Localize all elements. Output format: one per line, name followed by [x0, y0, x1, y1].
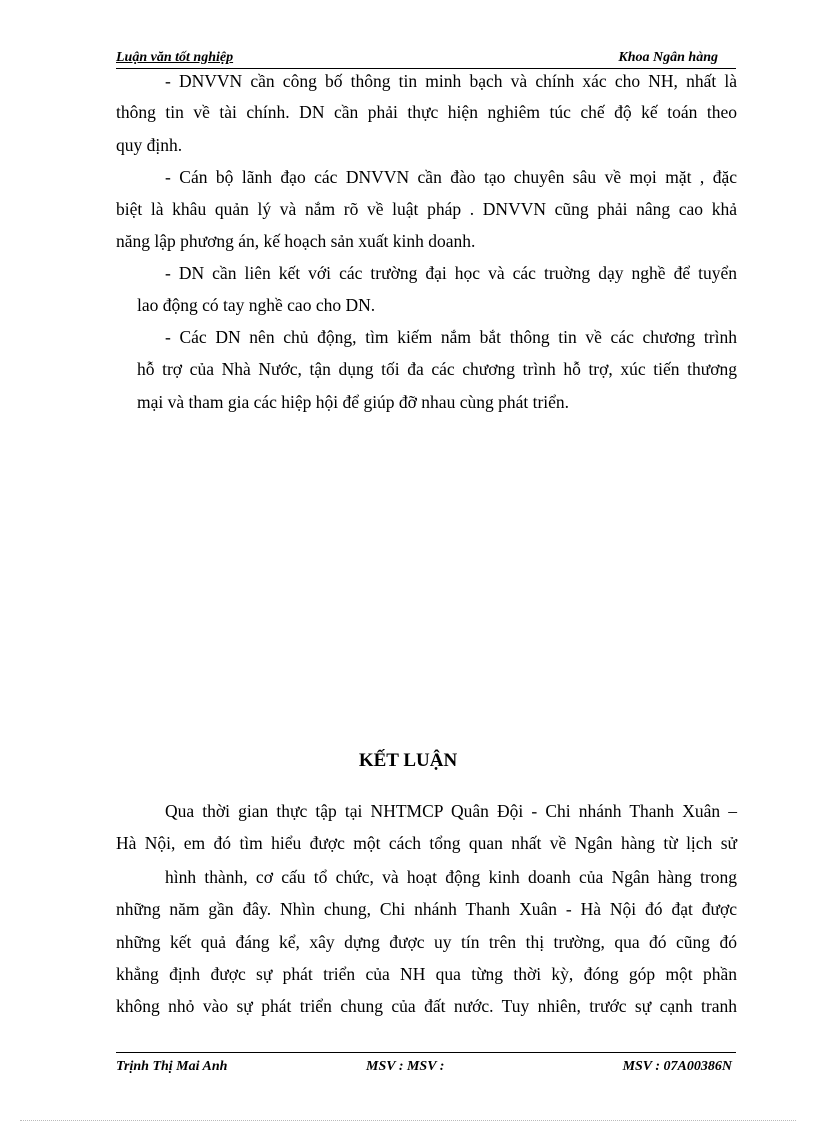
conclusion-line: khẳng định được sự phát triển của NH qua từng thời kỳ, đóng góp một phần: [116, 964, 737, 984]
page-footer: [116, 1052, 736, 1073]
footer-msv-middle: MSV : MSV :: [366, 1059, 445, 1074]
body-line: - Các DN nên chủ động, tìm kiếm nắm bắt thông tin về các chương trình: [165, 327, 737, 347]
header-faculty-label: Khoa Ngân hàng: [618, 50, 718, 65]
body-line: - DN cần liên kết với các trường đại học và các truờng dạy nghề để tuyển: [165, 263, 737, 283]
conclusion-line: những kết quả đáng kể, xây dựng được uy tín trên thị trường, qua đó cũng đó: [116, 932, 737, 952]
conclusion-line: Qua thời gian thực tập tại NHTMCP Quân Đội - Chi nhánh Thanh Xuân –: [165, 801, 737, 821]
body-line: - DNVVN cần công bố thông tin minh bạch và chính xác cho NH, nhất là: [165, 71, 737, 91]
body-line: năng lập phương án, kế hoạch sản xuất kinh doanh.: [116, 231, 476, 251]
body-line: lao động có tay nghề cao cho DN.: [137, 295, 376, 315]
conclusion-title: KẾT LUẬN: [358, 750, 458, 771]
body-line: mại và tham gia các hiệp hội để giúp đỡ nhau cùng phát triển.: [137, 392, 570, 412]
page-bottom-divider: [20, 1120, 796, 1121]
body-line: biệt là khâu quản lý và nắm rõ về luật pháp . DNVVN cũng phải nâng cao khả: [116, 199, 737, 219]
conclusion-line: không nhỏ vào sự phát triển chung của đất nước. Tuy nhiên, trước sự cạnh tranh: [116, 996, 737, 1016]
conclusion-line: hình thành, cơ cấu tổ chức, và hoạt động kinh doanh của Ngân hàng trong: [165, 867, 737, 887]
page-header: [116, 50, 736, 69]
body-line: - Cán bộ lãnh đạo các DNVVN cần đào tạo chuyên sâu về mọi mặt , đặc: [165, 167, 737, 187]
conclusion-line: Hà Nội, em đó tìm hiểu được một cách tổng quan nhất về Ngân hàng từ lịch sử: [116, 833, 737, 853]
body-line: quy định.: [116, 135, 183, 155]
header-thesis-label: Luận văn tốt nghiệp: [116, 50, 234, 65]
footer-msv-right: MSV : 07A00386N: [622, 1059, 732, 1074]
footer-author: Trịnh Thị Mai Anh: [116, 1059, 228, 1074]
body-line: thông tin về tài chính. DN cần phải thực hiện nghiêm túc chế độ kế toán theo: [116, 102, 737, 122]
body-line: hỗ trợ của Nhà Nước, tận dụng tối đa các chương trình hỗ trợ, xúc tiến thương: [137, 359, 737, 379]
conclusion-line: những năm gần đây. Nhìn chung, Chi nhánh Thanh Xuân - Hà Nội đó đạt được: [116, 899, 737, 919]
